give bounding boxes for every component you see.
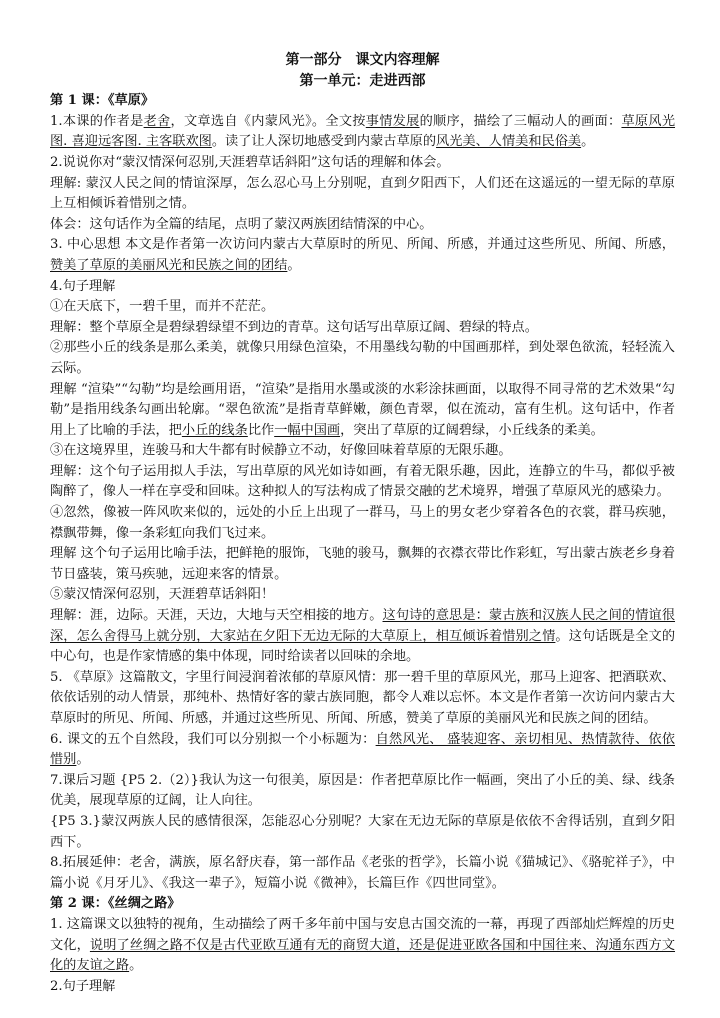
paragraph (50, 441, 675, 462)
paragraph (50, 215, 675, 236)
text-segment: ①在天底下，一碧千里，而并不茫茫。 (50, 299, 275, 315)
paragraph (50, 585, 675, 606)
paragraph (50, 297, 675, 318)
text-segment: 。这句话既是全文的中心句，也是作家情感的集中体现，同时给读者以回味的余地。 (50, 628, 676, 665)
text-segment: ③在这境界里，连骏马和大牛都有时候静立不动，好像回味着草原的无限乐趣。 (50, 443, 512, 459)
underlined-text: 老舍 (143, 113, 171, 129)
text-segment: 。 (76, 752, 90, 768)
underlined-text: 赞美了草原的美丽风光和民族之间的团结 (50, 257, 288, 273)
underlined-text: 事情发展 (365, 113, 420, 129)
paragraph (50, 380, 675, 442)
text-segment: 。读了让人深切地感受到内蒙古草原的 (211, 134, 437, 150)
paragraph (50, 462, 675, 503)
text-segment: 。 (581, 134, 595, 150)
text-segment: {P5 3.}蒙汉两族人民的感情很深，怎能忍心分别呢？大家在无边无际的草原是依依不舍得话别，直到夕阳西下。 (50, 813, 675, 850)
text-segment: 2.说说你对“蒙汉情深何忍别,天涯碧草话斜阳”这句话的理解和体会。 (50, 154, 450, 170)
paragraph (50, 235, 675, 276)
text-segment: 8.拓展延伸：老舍，满族，原名舒庆春，第一部作品《老张的哲学》，长篇小说《猫城记》、《骆驼祥子》，中篇小说《月牙儿》、《我这一辈子》，短篇小说《微神》，长篇巨作《四世同堂》。 (50, 855, 675, 891)
text-segment: ，文章选自《内蒙风光》。全文按 (170, 113, 366, 129)
text-segment: 1. 这篇课文以独特的视角，生动描绘了两千多年前中国与安息古国交流的一幕，再现了西部灿烂辉煌的历史文化， (50, 916, 675, 953)
text-segment: 5. 《草原》这篇散文，字里行间浸润着浓郁的草原风情：那一碧千里的草原风光，那马上迎客、把酒联欢、依依话别的动人情景，那纯朴、热情好客的蒙古族同胞，都令人难以忘怀。本文是作者第一次访问内蒙古大草原时的所见、所闻、所感，并通过这些所见、所闻、所感，赞美了草原的美丽风光和民族之间的团结。 (50, 669, 675, 726)
lesson-heading: 第 2 课：《丝绸之路》 (50, 896, 181, 912)
unit-title: 第一单元：走进西部 (299, 72, 426, 89)
text-segment: ，突出了草原的辽阔碧绿，小丘线条的柔美。 (340, 422, 604, 438)
text-segment: ②那些小丘的线条是那么柔美，就像只用绿色渲染，不用墨线勾勒的中国画那样，到处翠色欲流，轻轻流入云际。 (50, 340, 675, 376)
paragraph (50, 503, 675, 544)
underlined-text: 风光美、人情美和民俗美 (436, 134, 582, 150)
text-segment: 。 (129, 958, 143, 974)
paragraph (50, 853, 675, 894)
text-segment: 7.课后习题 {P5 2.（2）}我认为这一句很美，原因是：作者把草原比作一幅画，突出了小丘的美、绿、线条优美，展现草原的辽阔，让人向往。 (50, 772, 675, 809)
paragraph (50, 174, 675, 215)
text-segment: 理解：涯，边际。天涯，天边，大地与天空相接的地方。 (50, 608, 383, 624)
underlined-text: 自然风光、 盛装迎客、亲切相见、热情款待、依依惜别 (50, 731, 675, 768)
paragraph (50, 338, 675, 379)
underlined-text: 说明了丝绸之路不仅是古代亚欧互通有无的商贸大道，还是促进亚欧各国和中国往来、沟通东西方文化的友谊之路 (50, 937, 676, 974)
text-segment: 理解 这个句子运用比喻手法，把鲜艳的服饰，飞驰的骏马，飘舞的衣襟衣带比作彩虹，写出蒙古族老乡身着节日盛装，策马疾驰，远迎来客的情景。 (50, 546, 675, 582)
lesson-heading: 第 1 课：《草原》 (50, 93, 155, 109)
paragraph (50, 915, 675, 977)
text-segment: 2.句子理解 (50, 978, 116, 994)
paragraph (50, 730, 675, 771)
text-segment: 比作 (247, 422, 275, 438)
underlined-text: 小丘的线条 (181, 422, 248, 438)
text-segment: 。 (287, 257, 301, 273)
paragraph (50, 277, 675, 298)
underlined-text: 草原风光图. 喜迎远客图. 主客联欢图 (50, 113, 676, 150)
paragraph (50, 668, 675, 730)
text-segment: 1.本课的作者是 (50, 113, 144, 129)
underlined-text: 一幅中国画 (274, 422, 341, 438)
part-title: 第一部分 课文内容理解 (285, 52, 440, 68)
paragraph (50, 112, 675, 153)
document-content (50, 50, 675, 997)
text-segment: 体会：这句话作为全篇的结尾，点明了蒙汉两族团结情深的中心。 (50, 216, 433, 232)
text-segment: 理解：整个草原全是碧绿碧绿望不到边的青草。这句话写出草原辽阔、碧绿的特点。 (50, 319, 538, 335)
paragraph (50, 977, 675, 998)
paragraph (50, 544, 675, 585)
text-segment: 3. 中心思想 本文是作者第一次访问内蒙古大草原时的所见、所闻、所感，并通过这些所见、所闻、所感， (50, 237, 675, 253)
text-segment: 理解：这个句子运用拟人手法，写出草原的风光如诗如画，有着无限乐趣，因此，连静立的牛马，都似乎被陶醉了，像人一样在享受和回味。这种拟人的写法构成了情景交融的艺术境界，增强了草原风光的感染力。 (50, 463, 675, 500)
text-segment: 理解 “渲染”“勾勒”均是绘画用语，“渲染”是指用水墨或淡的水彩涂抹画面，以取得不同寻常的艺术效果“勾勒”是指用线条勾画出轮廓。“翠色欲流”是指青草鲜嫩，颜色青翠，似在流动，富有生机。这句话中，作者用上了比喻的手法，把 (50, 381, 675, 438)
paragraph (50, 153, 675, 174)
text-segment: 4.句子理解 (50, 278, 116, 294)
text-segment: 6. 课文的五个自然段，我们可以分别拟一个小标题为： (50, 731, 376, 747)
paragraph (50, 771, 675, 812)
underlined-text: 这句诗的意思是：蒙古族和汉族人民之间的情谊很深，怎么舍得马上就分别，大家站在夕阳下无边无际的大草原上，相互倾诉着惜别之情 (50, 608, 676, 644)
lessons-container (50, 91, 675, 997)
text-segment: 理解: 蒙汉人民之间的情谊深厚，怎么忍心马上分别呢，直到夕阳西下，人们还在这遥远的一望无际的草原上互相倾诉着惜别之情。 (50, 175, 675, 212)
paragraph (50, 318, 675, 339)
paragraph (50, 606, 675, 668)
text-segment: ④忽然，像被一阵风吹来似的，远处的小丘上出现了一群马，马上的男女老少穿着各色的衣裳，群马疾驰，襟飘带舞，像一条彩虹向我们飞过来。 (50, 505, 675, 541)
text-segment: ⑤蒙汉情深何忍别，天涯碧草话斜阳！ (50, 587, 275, 603)
text-segment: 的顺序，描绘了三幅动人的画面： (419, 113, 622, 129)
paragraph (50, 812, 675, 853)
